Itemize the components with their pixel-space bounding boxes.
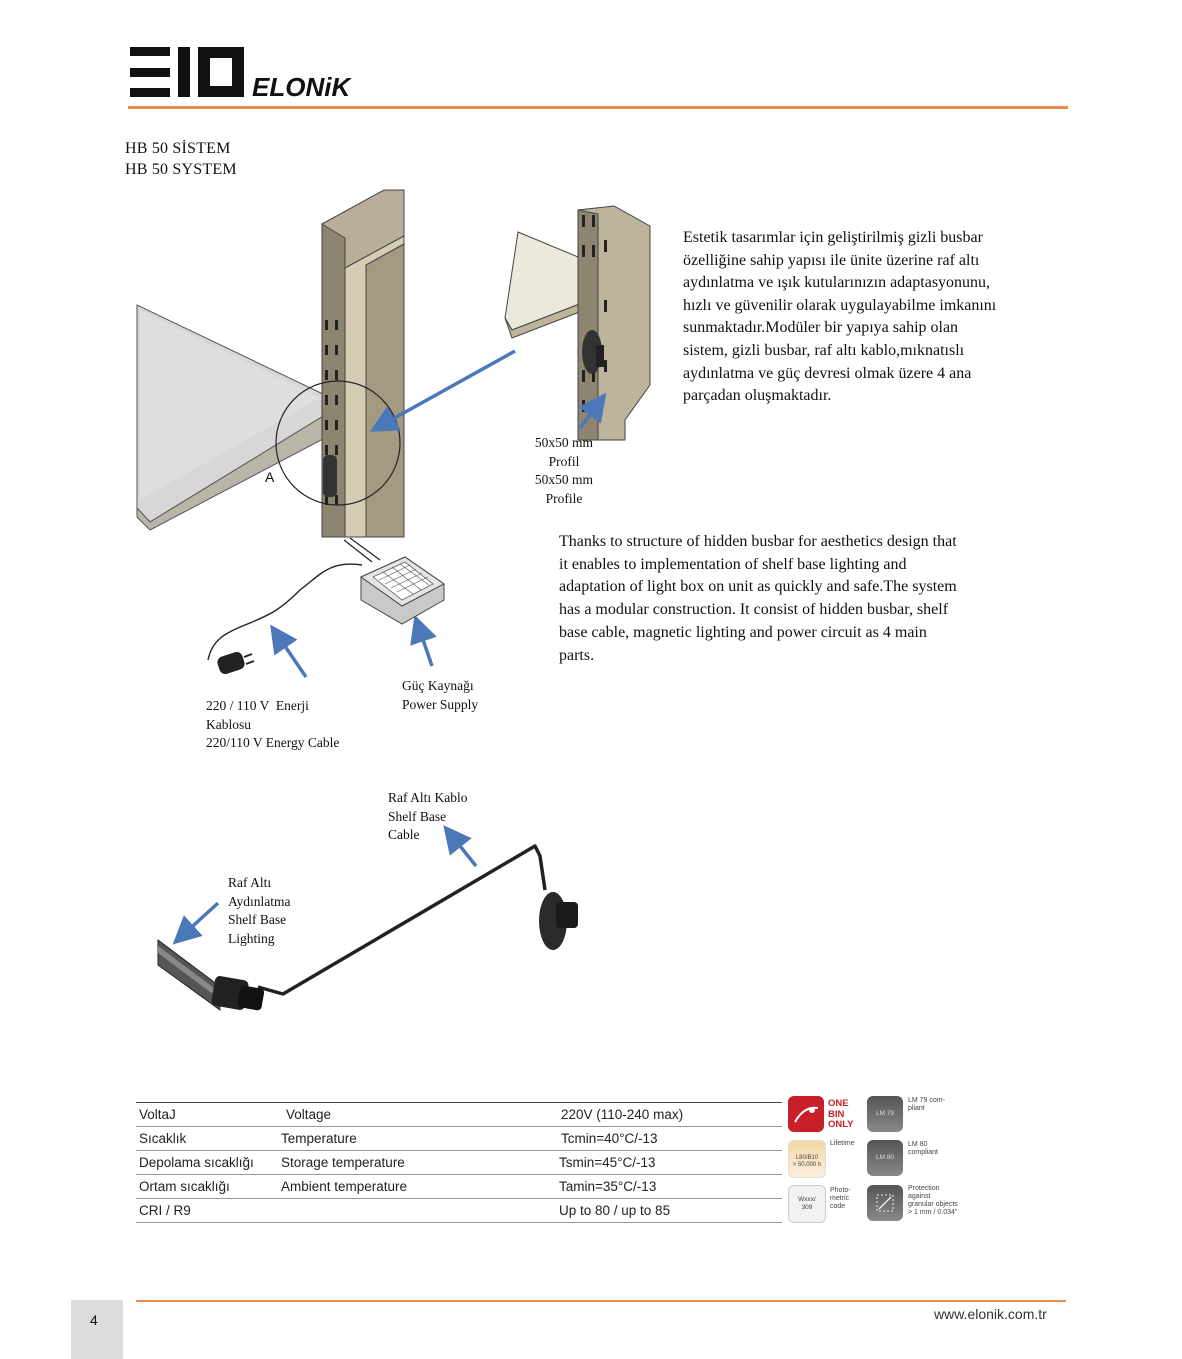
spec-value: Up to 80 / up to 85 bbox=[547, 1199, 782, 1223]
table-row bbox=[136, 1175, 782, 1199]
spec-label-tr: VoltaJ bbox=[136, 1103, 278, 1127]
shelf-base-cable-label-line: Shelf Base bbox=[388, 808, 447, 824]
power-supply bbox=[344, 538, 444, 624]
lifetime-label: Lifetime bbox=[830, 1140, 855, 1147]
spec-label-en: Voltage bbox=[278, 1103, 547, 1127]
protection-label-line: Protection bbox=[908, 1185, 940, 1192]
shelf-base-lighting bbox=[158, 940, 265, 1011]
profile-label-line: Profile bbox=[545, 490, 583, 506]
page-number: 4 bbox=[90, 1312, 98, 1328]
photometric-label-line: Photo- bbox=[830, 1187, 851, 1194]
one-bin-label-line: ONLY bbox=[828, 1119, 854, 1130]
lm80-label bbox=[908, 1141, 938, 1157]
power-supply-label-line: Power Supply bbox=[402, 696, 479, 712]
shelf-base-cable-label bbox=[388, 789, 468, 845]
description-en: Thanks to structure of hidden busbar for aesthetics design that it enables to implementation of shelf base lighting and adaptation of light box on unit as quickly and safe.The system has a modular construction. It consist of hidden busbar, shelf base cable, magnetic lighting and power circuit as 4 main parts. bbox=[559, 533, 957, 664]
website-link[interactable]: www.elonik.com.tr bbox=[934, 1306, 1047, 1322]
magnet-connector bbox=[539, 892, 578, 950]
spec-label-tr: Sıcaklık bbox=[136, 1127, 278, 1151]
shelf-base-lighting-label-line: Shelf Base bbox=[228, 912, 287, 927]
photometric-badge-text bbox=[791, 1196, 823, 1212]
spec-value: Tcmin=40°C/-13 bbox=[547, 1127, 782, 1151]
photometric-label-line: metric bbox=[830, 1195, 850, 1202]
spec-label-en bbox=[278, 1199, 547, 1223]
spec-value: Tsmin=45°C/-13 bbox=[547, 1151, 782, 1175]
page-title-en: HB 50 SYSTEM bbox=[125, 161, 237, 178]
spec-label-tr: Ortam sıcaklığı bbox=[136, 1175, 278, 1199]
lm79-label bbox=[908, 1097, 945, 1113]
upright-profile bbox=[322, 190, 404, 537]
lm79-badge bbox=[867, 1096, 903, 1132]
spec-value: 220V (110-240 max) bbox=[547, 1103, 782, 1127]
table-row bbox=[136, 1127, 782, 1151]
lm80-badge bbox=[867, 1140, 903, 1176]
table-row bbox=[136, 1151, 782, 1175]
lifetime-badge-text bbox=[791, 1155, 823, 1169]
bin-sort-icon bbox=[788, 1096, 824, 1132]
granular-protection-icon bbox=[867, 1185, 903, 1221]
lifetime-badge-line: L80/B10 bbox=[795, 1155, 819, 1161]
shelf-board bbox=[137, 305, 325, 530]
protection-label-line: > 1 mm / 0.034" bbox=[908, 1209, 958, 1216]
spec-label-tr: Depolama sıcaklığı bbox=[136, 1151, 278, 1175]
energy-cable-label-line: 220/110 V Energy Cable bbox=[206, 735, 340, 750]
photometric-badge bbox=[788, 1185, 826, 1223]
lm80-badge-text: LM 80 bbox=[875, 1154, 895, 1161]
description-tr: Estetik tasarımlar için geliştirilmiş gizli busbar özelliğine sahip yapısı ile ünite üzerine raf altı aydınlatma ve ışık kutularınızın adaptasyonunu, hızlı ve güvenilir olarak uygulayabilme imkanını sunmaktadır.Modüler bir yapıya sahip olan sistem, gizli busbar, raf altı kablo,mıknatıslı aydınlatma ve güç devresi olmak üzere 4 ana parçadan oluşmaktadır. bbox=[683, 229, 997, 405]
power-supply-label bbox=[402, 677, 478, 714]
plug bbox=[216, 650, 254, 675]
photometric-label-line: code bbox=[830, 1203, 846, 1210]
energy-cable-label bbox=[206, 697, 339, 753]
table-row bbox=[136, 1199, 782, 1223]
lm79-label-line: pliant bbox=[908, 1105, 925, 1112]
profile-label-line: 50x50 mm bbox=[534, 435, 594, 450]
spec-label-en: Storage temperature bbox=[278, 1151, 547, 1175]
energy-cable-label-line: 220 / 110 V Enerji bbox=[206, 698, 309, 713]
protection-label bbox=[908, 1185, 958, 1217]
lm79-label-line: LM 79 com- bbox=[908, 1097, 945, 1104]
shelf-base-lighting-label bbox=[228, 874, 291, 948]
power-supply-label-line: Güç Kaynağı bbox=[402, 678, 474, 693]
one-bin-label-line: ONE bbox=[828, 1098, 849, 1109]
footer-rule bbox=[136, 1300, 1066, 1302]
spec-label-en: Ambient temperature bbox=[278, 1175, 547, 1199]
shelf-base-lighting-label-line: Raf Altı bbox=[228, 875, 272, 890]
detail-inset bbox=[505, 206, 650, 440]
lifetime-badge-line: > 50,000 h bbox=[792, 1162, 822, 1168]
energy-cable-label-line: Kablosu bbox=[206, 716, 251, 732]
photometric-label bbox=[830, 1187, 851, 1211]
profile-label-line: Profil bbox=[548, 453, 580, 469]
lm79-badge-text: LM 79 bbox=[875, 1110, 895, 1117]
shelf-base-lighting-label-line: Lighting bbox=[228, 930, 275, 946]
page-title-tr: HB 50 SİSTEM bbox=[125, 140, 231, 157]
one-bin-badge bbox=[788, 1096, 824, 1132]
page-number-box bbox=[71, 1300, 123, 1359]
lm80-label-line: LM 80 bbox=[908, 1141, 928, 1148]
profile-label-line: 50x50 mm bbox=[534, 472, 594, 487]
one-bin-label-line: BIN bbox=[828, 1108, 845, 1120]
shelf-base-cable-label-line: Cable bbox=[388, 827, 420, 842]
protection-badge bbox=[867, 1185, 903, 1221]
protection-label-line: granular objects bbox=[908, 1201, 958, 1208]
one-bin-label bbox=[828, 1099, 854, 1131]
lm80-label-line: compliant bbox=[908, 1149, 938, 1156]
spec-label-en: Temperature bbox=[278, 1127, 547, 1151]
profile-label bbox=[529, 434, 599, 508]
table-row bbox=[136, 1103, 782, 1127]
spec-table bbox=[136, 1102, 782, 1223]
detail-marker-a: A bbox=[265, 469, 275, 485]
lifetime-badge bbox=[788, 1140, 826, 1178]
photometric-badge-line: Wxxx/ bbox=[798, 1196, 816, 1203]
shelf-base-cable-label-line: Raf Altı Kablo bbox=[388, 790, 468, 805]
shelf-base-cable bbox=[258, 846, 545, 994]
shelf-base-lighting-label-line: Aydınlatma bbox=[228, 893, 291, 909]
logo-word: ELONiK bbox=[252, 72, 351, 102]
spec-value: Tamin=35°C/-13 bbox=[547, 1175, 782, 1199]
protection-label-line: against bbox=[908, 1193, 931, 1200]
photometric-badge-line: 309 bbox=[801, 1204, 813, 1211]
spec-label-tr: CRI / R9 bbox=[136, 1199, 278, 1223]
